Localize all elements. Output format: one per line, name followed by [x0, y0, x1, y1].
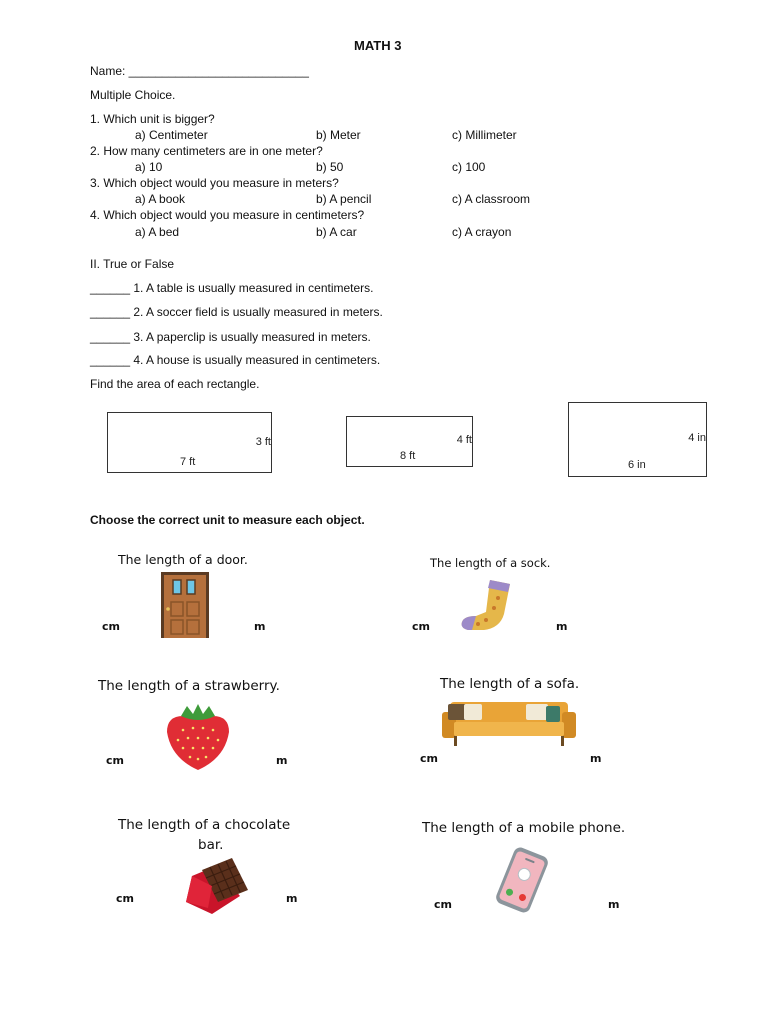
sock-caption: The length of a sock. — [430, 556, 551, 570]
strawberry-option-cm[interactable]: cm — [106, 754, 124, 767]
rectangle-2-height-label: 4 ft — [456, 434, 472, 446]
sock-option-cm[interactable]: cm — [412, 620, 430, 633]
question-1-option-b[interactable]: b) Meter — [316, 128, 361, 142]
strawberry-caption: The length of a strawberry. — [98, 678, 280, 694]
door-caption: The length of a door. — [118, 552, 248, 567]
sofa-icon — [442, 698, 576, 748]
chocolate-bar-option-m[interactable]: m — [286, 892, 298, 905]
question-1: 1. Which unit is bigger? — [90, 112, 215, 126]
sock-icon — [458, 578, 520, 634]
question-1-option-a[interactable]: a) Centimeter — [135, 128, 208, 142]
mobile-phone-icon — [486, 848, 558, 912]
question-1-option-c[interactable]: c) Millimeter — [452, 128, 517, 142]
question-4: 4. Which object would you measure in centimeters? — [90, 208, 365, 222]
question-3-option-b[interactable]: b) A pencil — [316, 192, 372, 206]
rectangle-2-width-label: 8 ft — [400, 450, 416, 462]
mobile-phone-option-m[interactable]: m — [608, 898, 620, 911]
rectangle-3 — [568, 402, 707, 477]
page-title: MATH 3 — [354, 38, 402, 53]
door-option-cm[interactable]: cm — [102, 620, 120, 633]
sofa-option-cm[interactable]: cm — [420, 752, 438, 765]
mobile-phone-caption: The length of a mobile phone. — [422, 820, 626, 836]
rectangle-1-width-label: 7 ft — [180, 456, 196, 468]
rectangle-2 — [346, 416, 473, 467]
chocolate-bar-option-cm[interactable]: cm — [116, 892, 134, 905]
question-3: 3. Which object would you measure in meters? — [90, 176, 339, 190]
door-option-m[interactable]: m — [254, 620, 266, 633]
question-4-option-a[interactable]: a) A bed — [135, 225, 180, 239]
multiple-choice-heading: Multiple Choice. — [90, 88, 176, 102]
mobile-phone-option-cm[interactable]: cm — [434, 898, 452, 911]
chocolate-bar-icon — [182, 856, 252, 916]
door-icon — [161, 572, 209, 638]
true-false-item-3[interactable]: ______ 3. A paperclip is usually measured in meters. — [90, 330, 371, 344]
true-false-heading: II. True or False — [90, 257, 175, 271]
question-3-option-a[interactable]: a) A book — [135, 192, 186, 206]
sofa-caption: The length of a sofa. — [440, 676, 580, 692]
question-4-option-c[interactable]: c) A crayon — [452, 225, 512, 239]
sofa-option-m[interactable]: m — [590, 752, 602, 765]
name-field[interactable]: Name: ___________________________ — [90, 64, 309, 78]
true-false-item-4[interactable]: ______ 4. A house is usually measured in centimeters. — [90, 353, 381, 367]
strawberry-icon — [163, 702, 233, 772]
question-2-option-a[interactable]: a) 10 — [135, 160, 163, 174]
sock-option-m[interactable]: m — [556, 620, 568, 633]
true-false-item-1[interactable]: ______ 1. A table is usually measured in centimeters. — [90, 281, 374, 295]
true-false-item-2[interactable]: ______ 2. A soccer field is usually measured in meters. — [90, 305, 383, 319]
question-4-option-b[interactable]: b) A car — [316, 225, 357, 239]
rectangle-1 — [107, 412, 272, 473]
strawberry-option-m[interactable]: m — [276, 754, 288, 767]
rectangle-1-height-label: 3 ft — [255, 436, 271, 448]
chocolate-bar-caption: The length of a chocolate — [118, 817, 291, 833]
chocolate-bar-caption-line-2: bar. — [198, 837, 224, 853]
question-2-option-b[interactable]: b) 50 — [316, 160, 344, 174]
question-3-option-c[interactable]: c) A classroom — [452, 192, 531, 206]
rectangle-3-width-label: 6 in — [628, 459, 646, 471]
question-2-option-c[interactable]: c) 100 — [452, 160, 486, 174]
rectangle-3-height-label: 4 in — [688, 432, 706, 444]
units-heading: Choose the correct unit to measure each object. — [90, 513, 365, 527]
question-2: 2. How many centimeters are in one meter? — [90, 144, 323, 158]
area-heading: Find the area of each rectangle. — [90, 377, 260, 391]
